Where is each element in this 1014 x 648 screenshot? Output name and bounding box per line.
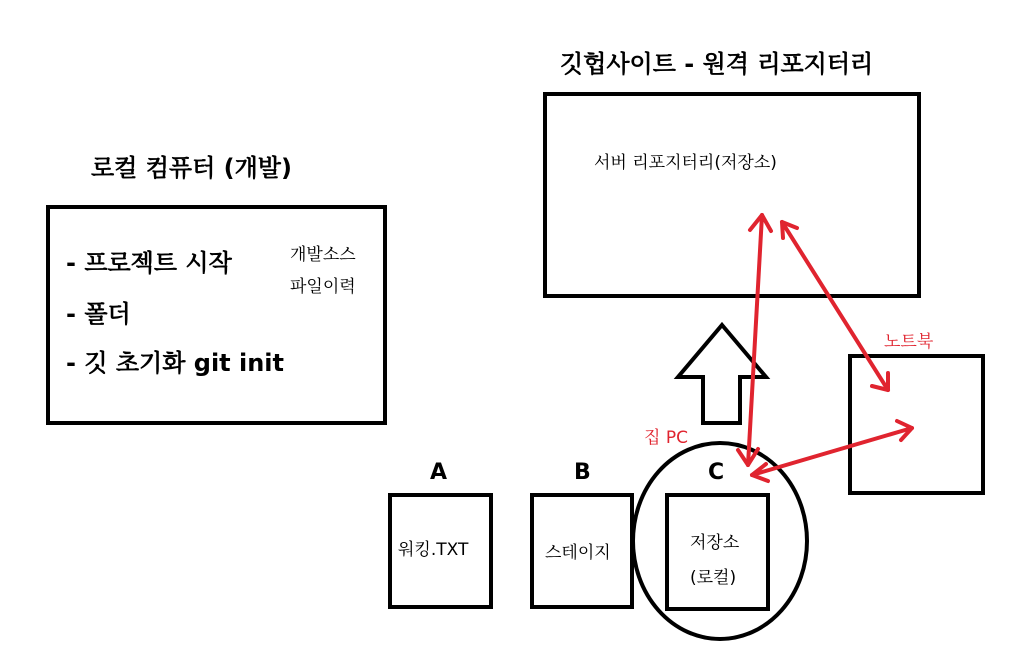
local-item-folder: - 폴더 (66, 300, 131, 328)
laptop-label: 노트북 (884, 332, 934, 352)
dev-source-note: 개발소스 (290, 245, 356, 265)
server-repository-label: 서버 리포지터리(저장소) (594, 153, 777, 173)
local-item-git-init: - 깃 초기화 git init (66, 349, 285, 377)
local-computer-title: 로컬 컴퓨터 (개발) (91, 154, 292, 182)
arrow-home-server (748, 215, 762, 465)
file-history-note: 파일이력 (290, 277, 356, 297)
local-repository-label-line2: (로컬) (690, 568, 737, 588)
staging-area-label: 스테이지 (545, 543, 611, 563)
home-pc-label: 집 PC (644, 428, 688, 448)
laptop-box (850, 356, 983, 493)
stage-letter-b: B (574, 460, 591, 485)
stage-letter-c: C (708, 460, 725, 485)
local-item-project-start: - 프로젝트 시작 (66, 249, 232, 277)
arrow-server-laptop (782, 222, 888, 390)
working-directory-label: 워킹.TXT (398, 540, 469, 560)
local-repository-label-line1: 저장소 (690, 533, 740, 553)
github-title: 깃헙사이트 - 원격 리포지터리 (560, 50, 874, 78)
stage-letter-a: A (430, 460, 448, 485)
